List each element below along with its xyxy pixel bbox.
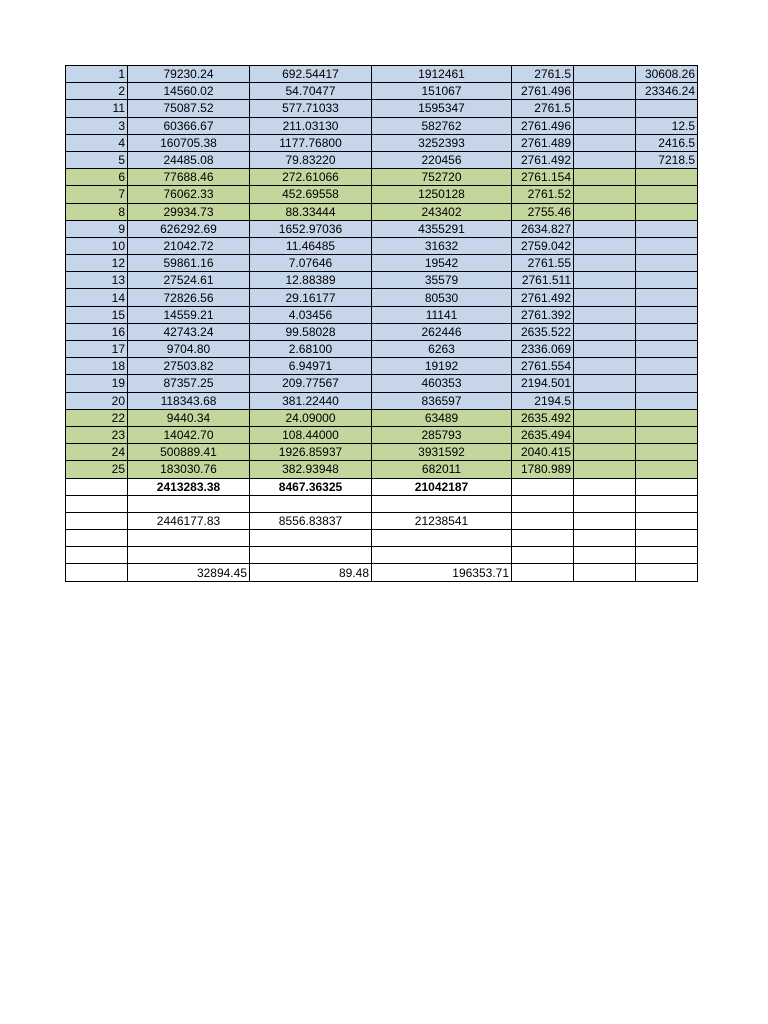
table-cell[interactable] <box>66 547 128 564</box>
table-cell[interactable]: 19192 <box>372 358 512 375</box>
table-cell[interactable] <box>66 478 128 495</box>
table-cell[interactable]: 2761.52 <box>512 186 574 203</box>
table-cell[interactable]: 11.46485 <box>250 237 372 254</box>
table-cell[interactable]: 29.16177 <box>250 289 372 306</box>
table-row <box>66 186 698 203</box>
table-cell[interactable]: 2761.492 <box>512 289 574 306</box>
table-cell[interactable] <box>574 530 636 547</box>
table-row <box>66 151 698 168</box>
table-cell[interactable] <box>574 409 636 426</box>
table-cell[interactable]: 460353 <box>372 375 512 392</box>
table-row <box>66 426 698 443</box>
table-cell[interactable]: 12.5 <box>636 117 698 134</box>
table-cell[interactable]: 35579 <box>372 272 512 289</box>
table-cell[interactable] <box>250 547 372 564</box>
table-cell[interactable]: 2040.415 <box>512 444 574 461</box>
table-cell[interactable]: 2761.511 <box>512 272 574 289</box>
table-row <box>66 495 698 512</box>
table-row <box>66 358 698 375</box>
table-cell[interactable] <box>574 100 636 117</box>
table-cell[interactable] <box>636 220 698 237</box>
table-cell[interactable]: 2761.489 <box>512 134 574 151</box>
table-cell[interactable]: 30608.26 <box>636 66 698 83</box>
table-cell[interactable]: 99.58028 <box>250 323 372 340</box>
table-cell[interactable] <box>636 409 698 426</box>
table-cell[interactable]: 2761.492 <box>512 151 574 168</box>
table-cell[interactable] <box>512 478 574 495</box>
table-row <box>66 530 698 547</box>
table-cell[interactable]: 79.83220 <box>250 151 372 168</box>
table-cell[interactable]: 2761.392 <box>512 306 574 323</box>
table-cell[interactable]: 24485.08 <box>128 151 250 168</box>
table-cell[interactable] <box>250 530 372 547</box>
table-cell[interactable] <box>512 512 574 529</box>
table-cell[interactable]: 88.33444 <box>250 203 372 220</box>
table-cell[interactable]: 14560.02 <box>128 83 250 100</box>
table-row <box>66 255 698 272</box>
table-cell[interactable]: 2336.069 <box>512 341 574 358</box>
table-cell[interactable] <box>636 461 698 478</box>
table-row <box>66 117 698 134</box>
table-cell[interactable] <box>574 186 636 203</box>
table-cell[interactable]: 21238541 <box>372 512 512 529</box>
table-cell[interactable]: 3252393 <box>372 134 512 151</box>
table-row <box>66 375 698 392</box>
table-cell[interactable]: 27503.82 <box>128 358 250 375</box>
table-cell[interactable]: 285793 <box>372 426 512 443</box>
table-row <box>66 100 698 117</box>
table-cell[interactable] <box>636 547 698 564</box>
table-cell[interactable]: 24 <box>66 444 128 461</box>
table-cell[interactable] <box>372 547 512 564</box>
table-cell[interactable]: 1912461 <box>372 66 512 83</box>
table-cell[interactable] <box>512 495 574 512</box>
table-cell[interactable] <box>574 117 636 134</box>
table-cell[interactable]: 25 <box>66 461 128 478</box>
table-row <box>66 220 698 237</box>
table-cell[interactable] <box>636 358 698 375</box>
table-cell[interactable] <box>636 392 698 409</box>
table-cell[interactable] <box>574 392 636 409</box>
table-cell[interactable]: 1595347 <box>372 100 512 117</box>
table-cell[interactable]: 19542 <box>372 255 512 272</box>
table-cell[interactable]: 2413283.38 <box>128 478 250 495</box>
table-cell[interactable]: 8 <box>66 203 128 220</box>
table-cell[interactable]: 8467.36325 <box>250 478 372 495</box>
table-cell[interactable]: 2759.042 <box>512 237 574 254</box>
table-cell[interactable] <box>636 426 698 443</box>
table-cell[interactable] <box>66 495 128 512</box>
table-cell[interactable]: 80530 <box>372 289 512 306</box>
table-cell[interactable]: 1780.989 <box>512 461 574 478</box>
table-cell[interactable] <box>128 530 250 547</box>
table-cell[interactable]: 4.03456 <box>250 306 372 323</box>
table-cell[interactable]: 7.07646 <box>250 255 372 272</box>
table-cell[interactable]: 582762 <box>372 117 512 134</box>
table-row <box>66 478 698 495</box>
table-cell[interactable]: 682011 <box>372 461 512 478</box>
table-cell[interactable]: 2.68100 <box>250 341 372 358</box>
table-cell[interactable]: 1926.85937 <box>250 444 372 461</box>
table-cell[interactable]: 2761.496 <box>512 83 574 100</box>
table-cell[interactable]: 2761.554 <box>512 358 574 375</box>
table-cell[interactable]: 1652.97036 <box>250 220 372 237</box>
table-cell[interactable] <box>372 495 512 512</box>
table-cell[interactable] <box>574 151 636 168</box>
table-cell[interactable] <box>636 375 698 392</box>
table-cell[interactable] <box>636 186 698 203</box>
table-cell[interactable]: 9704.80 <box>128 341 250 358</box>
table-cell[interactable]: 77688.46 <box>128 169 250 186</box>
table-cell[interactable]: 209.77567 <box>250 375 372 392</box>
table-cell[interactable]: 21042187 <box>372 478 512 495</box>
table-row <box>66 444 698 461</box>
table-row <box>66 341 698 358</box>
table-cell[interactable] <box>574 289 636 306</box>
table-cell[interactable]: 54.70477 <box>250 83 372 100</box>
table-cell[interactable] <box>574 358 636 375</box>
table-cell[interactable]: 18 <box>66 358 128 375</box>
table-row <box>66 66 698 83</box>
table-cell[interactable]: 13 <box>66 272 128 289</box>
table-cell[interactable] <box>574 461 636 478</box>
table-cell[interactable]: 20 <box>66 392 128 409</box>
table-row <box>66 203 698 220</box>
table-cell[interactable] <box>250 495 372 512</box>
table-cell[interactable]: 75087.52 <box>128 100 250 117</box>
table-cell[interactable] <box>574 255 636 272</box>
table-cell[interactable]: 32894.45 <box>128 564 250 581</box>
table-row <box>66 409 698 426</box>
table-cell[interactable]: 1 <box>66 66 128 83</box>
table-cell[interactable]: 19 <box>66 375 128 392</box>
table-cell[interactable]: 14 <box>66 289 128 306</box>
table-cell[interactable]: 262446 <box>372 323 512 340</box>
table-cell[interactable] <box>636 272 698 289</box>
table-cell[interactable]: 500889.41 <box>128 444 250 461</box>
table-row <box>66 512 698 529</box>
table-cell[interactable]: 11 <box>66 100 128 117</box>
table-cell[interactable] <box>636 323 698 340</box>
table-cell[interactable] <box>636 341 698 358</box>
table-cell[interactable] <box>574 66 636 83</box>
table-cell[interactable] <box>128 495 250 512</box>
table-row <box>66 323 698 340</box>
table-row <box>66 83 698 100</box>
table-cell[interactable]: 692.54417 <box>250 66 372 83</box>
table-cell[interactable] <box>574 220 636 237</box>
table-cell[interactable] <box>128 547 250 564</box>
table-cell[interactable] <box>574 495 636 512</box>
table-cell[interactable]: 196353.71 <box>372 564 512 581</box>
table-cell[interactable]: 2761.5 <box>512 66 574 83</box>
table-cell[interactable] <box>636 444 698 461</box>
table-cell[interactable] <box>574 272 636 289</box>
table-cell[interactable]: 272.61066 <box>250 169 372 186</box>
table-cell[interactable] <box>636 169 698 186</box>
table-cell[interactable]: 63489 <box>372 409 512 426</box>
table-cell[interactable]: 11141 <box>372 306 512 323</box>
table-cell[interactable]: 752720 <box>372 169 512 186</box>
table-cell[interactable]: 151067 <box>372 83 512 100</box>
table-cell[interactable]: 79230.24 <box>128 66 250 83</box>
table-cell[interactable]: 2634.827 <box>512 220 574 237</box>
table-cell[interactable]: 2194.501 <box>512 375 574 392</box>
table-cell[interactable]: 6.94971 <box>250 358 372 375</box>
table-cell[interactable]: 382.93948 <box>250 461 372 478</box>
table-cell[interactable]: 4355291 <box>372 220 512 237</box>
table-cell[interactable]: 6 <box>66 169 128 186</box>
table-cell[interactable]: 2194.5 <box>512 392 574 409</box>
table-cell[interactable]: 29934.73 <box>128 203 250 220</box>
table-row <box>66 134 698 151</box>
table-cell[interactable] <box>574 375 636 392</box>
table-cell[interactable] <box>512 530 574 547</box>
table-cell[interactable]: 2416.5 <box>636 134 698 151</box>
table-cell[interactable] <box>574 547 636 564</box>
table-cell[interactable] <box>574 426 636 443</box>
table-cell[interactable] <box>512 547 574 564</box>
table-cell[interactable] <box>574 83 636 100</box>
table-cell[interactable]: 2761.496 <box>512 117 574 134</box>
table-row <box>66 272 698 289</box>
table-cell[interactable]: 89.48 <box>250 564 372 581</box>
table-cell[interactable]: 5 <box>66 151 128 168</box>
table-cell[interactable]: 24.09000 <box>250 409 372 426</box>
table-cell[interactable]: 59861.16 <box>128 255 250 272</box>
table-cell[interactable]: 76062.33 <box>128 186 250 203</box>
table-cell[interactable]: 7218.5 <box>636 151 698 168</box>
table-cell[interactable]: 27524.61 <box>128 272 250 289</box>
table-cell[interactable] <box>66 564 128 581</box>
table-cell[interactable]: 23346.24 <box>636 83 698 100</box>
spreadsheet-body <box>66 66 698 582</box>
table-cell[interactable] <box>636 495 698 512</box>
table-cell[interactable]: 60366.67 <box>128 117 250 134</box>
table-cell[interactable]: 2635.494 <box>512 426 574 443</box>
table-cell[interactable] <box>574 306 636 323</box>
table-cell[interactable] <box>512 564 574 581</box>
table-cell[interactable] <box>574 564 636 581</box>
table-cell[interactable]: 87357.25 <box>128 375 250 392</box>
table-cell[interactable] <box>636 237 698 254</box>
table-cell[interactable] <box>636 478 698 495</box>
table-cell[interactable]: 1250128 <box>372 186 512 203</box>
table-cell[interactable]: 3 <box>66 117 128 134</box>
table-cell[interactable]: 12.88389 <box>250 272 372 289</box>
table-cell[interactable]: 21042.72 <box>128 237 250 254</box>
table-cell[interactable]: 31632 <box>372 237 512 254</box>
table-cell[interactable] <box>574 134 636 151</box>
table-cell[interactable] <box>636 255 698 272</box>
table-cell[interactable]: 2755.46 <box>512 203 574 220</box>
table-cell[interactable]: 3931592 <box>372 444 512 461</box>
table-cell[interactable] <box>636 203 698 220</box>
table-cell[interactable]: 626292.69 <box>128 220 250 237</box>
table-cell[interactable]: 577.71033 <box>250 100 372 117</box>
table-cell[interactable] <box>574 323 636 340</box>
table-cell[interactable]: 14559.21 <box>128 306 250 323</box>
table-cell[interactable]: 14042.70 <box>128 426 250 443</box>
spreadsheet-table <box>65 65 698 582</box>
table-cell[interactable]: 42743.24 <box>128 323 250 340</box>
table-cell[interactable] <box>574 237 636 254</box>
table-cell[interactable] <box>574 341 636 358</box>
table-cell[interactable] <box>636 530 698 547</box>
table-cell[interactable]: 2 <box>66 83 128 100</box>
table-cell[interactable]: 452.69558 <box>250 186 372 203</box>
table-cell[interactable]: 108.44000 <box>250 426 372 443</box>
table-cell[interactable]: 2635.522 <box>512 323 574 340</box>
table-cell[interactable]: 7 <box>66 186 128 203</box>
table-cell[interactable]: 836597 <box>372 392 512 409</box>
table-cell[interactable] <box>574 512 636 529</box>
table-cell[interactable]: 2761.154 <box>512 169 574 186</box>
table-cell[interactable] <box>574 203 636 220</box>
table-row <box>66 461 698 478</box>
table-cell[interactable]: 72826.56 <box>128 289 250 306</box>
table-cell[interactable] <box>636 100 698 117</box>
table-cell[interactable]: 22 <box>66 409 128 426</box>
table-cell[interactable] <box>636 564 698 581</box>
table-cell[interactable] <box>372 530 512 547</box>
table-cell[interactable] <box>66 512 128 529</box>
table-cell[interactable]: 118343.68 <box>128 392 250 409</box>
table-cell[interactable] <box>66 530 128 547</box>
table-cell[interactable] <box>574 478 636 495</box>
table-row <box>66 237 698 254</box>
table-row <box>66 169 698 186</box>
table-row <box>66 547 698 564</box>
table-row <box>66 289 698 306</box>
table-cell[interactable]: 183030.76 <box>128 461 250 478</box>
table-cell[interactable]: 10 <box>66 237 128 254</box>
table-cell[interactable]: 243402 <box>372 203 512 220</box>
table-cell[interactable]: 2761.55 <box>512 255 574 272</box>
table-cell[interactable]: 9 <box>66 220 128 237</box>
table-row <box>66 306 698 323</box>
table-cell[interactable]: 23 <box>66 426 128 443</box>
table-cell[interactable] <box>636 289 698 306</box>
table-cell[interactable]: 220456 <box>372 151 512 168</box>
table-cell[interactable] <box>574 169 636 186</box>
table-cell[interactable]: 381.22440 <box>250 392 372 409</box>
table-cell[interactable] <box>574 444 636 461</box>
table-cell[interactable]: 17 <box>66 341 128 358</box>
table-cell[interactable]: 15 <box>66 306 128 323</box>
table-row <box>66 564 698 581</box>
table-cell[interactable]: 16 <box>66 323 128 340</box>
table-cell[interactable]: 211.03130 <box>250 117 372 134</box>
table-row <box>66 392 698 409</box>
table-cell[interactable]: 8556.83837 <box>250 512 372 529</box>
table-cell[interactable]: 6263 <box>372 341 512 358</box>
table-cell[interactable]: 2761.5 <box>512 100 574 117</box>
table-cell[interactable]: 2446177.83 <box>128 512 250 529</box>
table-cell[interactable] <box>636 512 698 529</box>
table-cell[interactable]: 160705.38 <box>128 134 250 151</box>
table-cell[interactable]: 1177.76800 <box>250 134 372 151</box>
table-cell[interactable]: 9440.34 <box>128 409 250 426</box>
table-cell[interactable]: 4 <box>66 134 128 151</box>
table-cell[interactable] <box>636 306 698 323</box>
table-cell[interactable]: 12 <box>66 255 128 272</box>
table-cell[interactable]: 2635.492 <box>512 409 574 426</box>
